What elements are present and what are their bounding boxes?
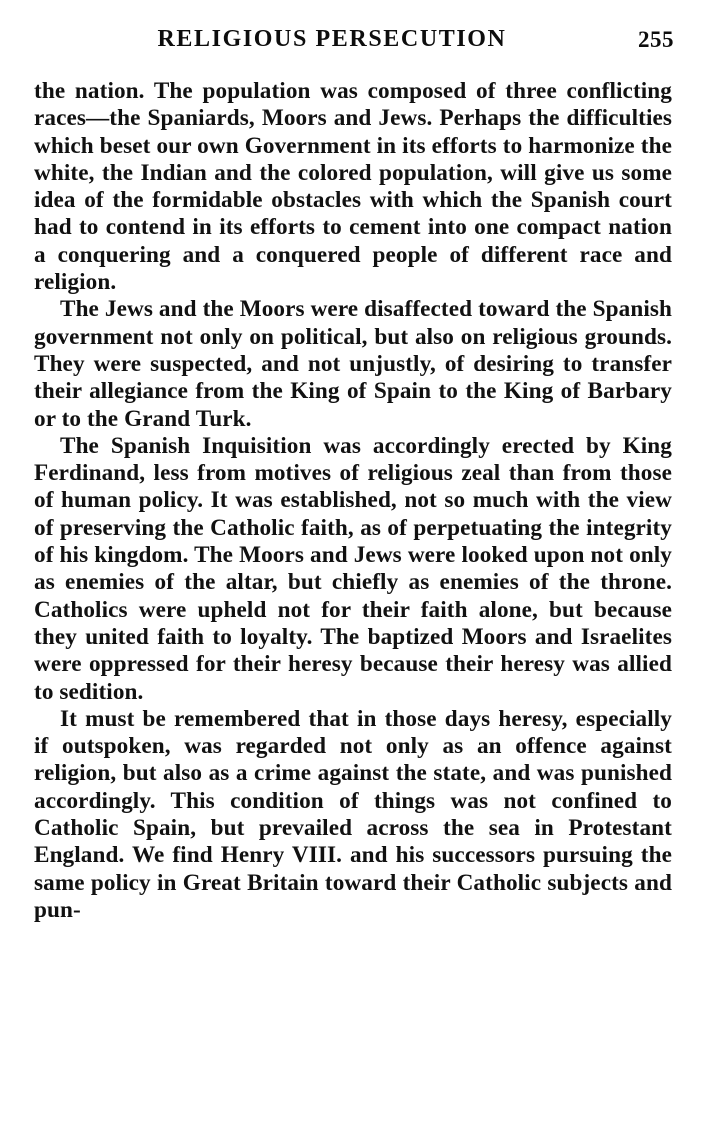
paragraph: The Spanish Inquisition was accordingly erected by King Ferdinand, less from motives of religious zeal than from those of human policy. It was established, not so much with the view of preserving the Catholic faith, as of perpetuating the integrity of his kingdom. The Moors and Jews were looked upon not only as enemies of the altar, but chiefly as enemies of the throne. Catholics were upheld not for their faith alone, but because they united faith to loyalty. The baptized Moors and Israelites were oppressed for their heresy because their heresy was allied to sedition. — [34, 432, 672, 705]
paragraph: It must be remembered that in those days heresy, especially if outspoken, was regarded not only as an offence against religion, but also as a crime against the state, and was punished accordingly. This condition of things was not confined to Catholic Spain, but prevailed across the sea in Protestant England. We find Henry VIII. and his successors pursuing the same policy in Great Britain toward their Catholic subjects and pun- — [34, 705, 672, 923]
paragraph: the nation. The population was composed of three conflicting races—the Spaniards, Moors and Jews. Perhaps the difficulties which beset our own Government in its efforts to harmonize the white, the Indian and the colored population, will give us some idea of the formidable obstacles with which the Spanish court had to contend in its efforts to cement into one compact nation a conquering and a conquered people of different race and religion. — [34, 78, 672, 296]
paragraph: The Jews and the Moors were disaffected toward the Spanish government not only on political, but also on religious grounds. They were suspected, and not unjustly, of desiring to transfer their allegiance from the King of Spain to the King of Barbary or to the Grand Turk. — [34, 296, 672, 432]
page-title: RELIGIOUS PERSECUTION — [157, 26, 507, 52]
running-head — [32, 26, 674, 60]
page-number: 255 — [638, 27, 674, 52]
page-body — [34, 78, 672, 924]
